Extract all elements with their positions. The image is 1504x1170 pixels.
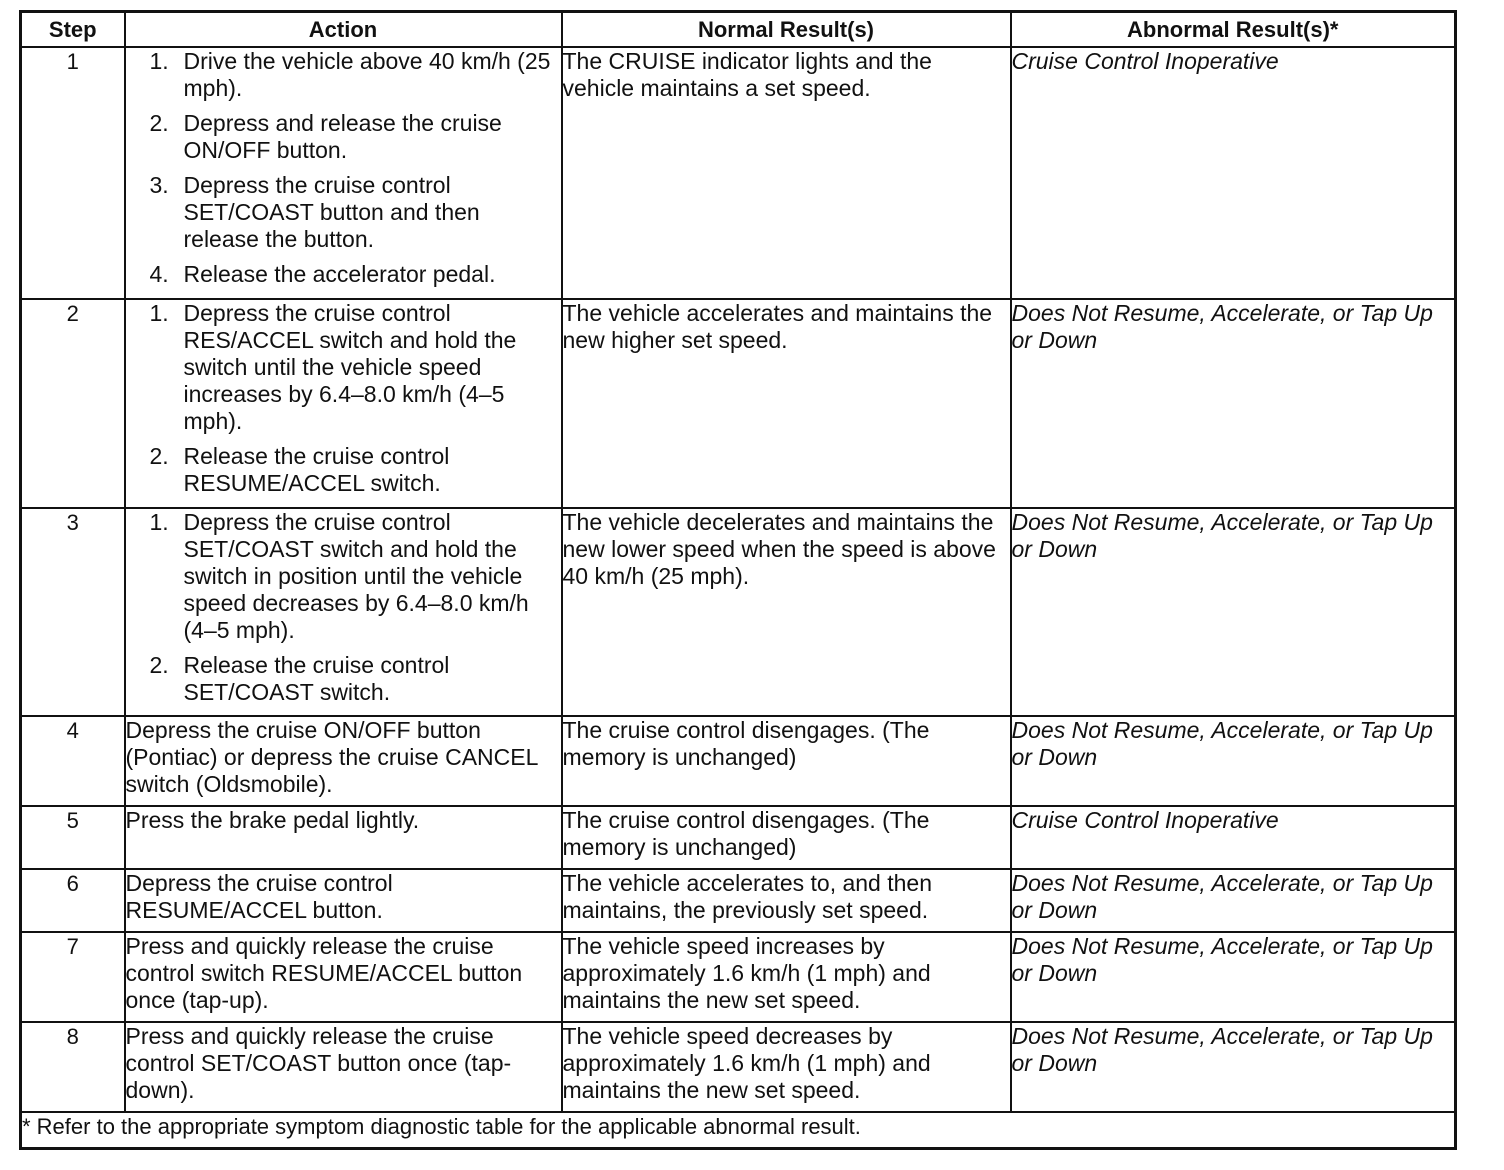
normal-result: The vehicle accelerates to, and then maintains, the previously set speed.: [562, 869, 1011, 932]
step-number: 3: [21, 508, 125, 716]
action-item-text: Depress the cruise control SET/COAST switch and hold the switch in position until the vehicle speed decreases by 6.4–8.0 km/h (4–5 mph).: [183, 508, 529, 643]
action-item-number: 1.: [149, 48, 169, 74]
step-number: 5: [21, 806, 125, 869]
abnormal-result: Does Not Resume, Accelerate, or Tap Up or Down: [1011, 932, 1456, 1022]
abnormal-result: Cruise Control Inoperative: [1011, 806, 1456, 869]
normal-result: The vehicle accelerates and maintains the new higher set speed.: [562, 299, 1011, 507]
action-item: [126, 509, 561, 644]
action-cell: Press and quickly release the cruise control switch RESUME/ACCEL button once (tap-up).: [125, 932, 562, 1022]
table-row: [21, 508, 1456, 716]
action-cell: [125, 508, 562, 716]
header-abnormal-results: Abnormal Result(s)*: [1011, 12, 1456, 48]
normal-result: The vehicle speed decreases by approximately 1.6 km/h (1 mph) and maintains the new set speed.: [562, 1022, 1011, 1112]
action-item-number: 1.: [149, 508, 169, 535]
action-item-number: 2.: [149, 443, 169, 470]
normal-result: The vehicle decelerates and maintains the new lower speed when the speed is above 40 km/h (25 mph).: [562, 508, 1011, 716]
action-item-text: Release the accelerator pedal.: [183, 261, 496, 287]
action-list: [126, 300, 561, 497]
action-item: [126, 300, 561, 435]
table-row: [21, 47, 1456, 299]
action-cell: Depress the cruise ON/OFF button (Pontiac) or depress the cruise CANCEL switch (Oldsmobile).: [125, 716, 562, 806]
table-row: [21, 806, 1456, 869]
action-item: [126, 443, 561, 497]
table-row: [21, 932, 1456, 1022]
footnote-row: [21, 1112, 1456, 1148]
step-number: 8: [21, 1022, 125, 1112]
table-row: [21, 869, 1456, 932]
table-row: [21, 716, 1456, 806]
header-normal-results: Normal Result(s): [562, 12, 1011, 48]
diagnostic-table: [19, 10, 1457, 1150]
abnormal-result: Does Not Resume, Accelerate, or Tap Up or Down: [1011, 508, 1456, 716]
action-item: [126, 261, 561, 288]
action-item-number: 2.: [149, 651, 169, 678]
action-cell: Depress the cruise control RESUME/ACCEL button.: [125, 869, 562, 932]
normal-result: The cruise control disengages. (The memory is unchanged): [562, 806, 1011, 869]
action-item: [126, 110, 561, 164]
step-number: 1: [21, 47, 125, 299]
abnormal-result: Does Not Resume, Accelerate, or Tap Up or Down: [1011, 1022, 1456, 1112]
normal-result: The vehicle speed increases by approximately 1.6 km/h (1 mph) and maintains the new set speed.: [562, 932, 1011, 1022]
action-item: [126, 48, 561, 102]
action-item-text: Depress the cruise control RES/ACCEL switch and hold the switch until the vehicle speed increases by 6.4–8.0 km/h (4–5 mph).: [183, 300, 517, 435]
action-item-text: Drive the vehicle above 40 km/h (25 mph).: [183, 48, 551, 101]
header-action: Action: [125, 12, 562, 48]
step-number: 7: [21, 932, 125, 1022]
action-cell: [125, 299, 562, 507]
step-number: 6: [21, 869, 125, 932]
action-item-number: 4.: [149, 261, 169, 287]
step-number: 4: [21, 716, 125, 806]
action-item-number: 2.: [149, 110, 169, 136]
normal-result: The cruise control disengages. (The memory is unchanged): [562, 716, 1011, 806]
action-list: [126, 48, 561, 288]
abnormal-result: Does Not Resume, Accelerate, or Tap Up or Down: [1011, 869, 1456, 932]
abnormal-result: Does Not Resume, Accelerate, or Tap Up or Down: [1011, 716, 1456, 806]
normal-result: The CRUISE indicator lights and the vehicle maintains a set speed.: [562, 47, 1011, 299]
abnormal-result: Cruise Control Inoperative: [1011, 47, 1456, 299]
footnote: * Refer to the appropriate symptom diagnostic table for the applicable abnormal result.: [21, 1112, 1456, 1148]
action-item-text: Depress the cruise control SET/COAST button and then release the button.: [183, 172, 480, 252]
header-row: [21, 12, 1456, 48]
action-item-text: Release the cruise control SET/COAST switch.: [183, 651, 450, 705]
action-cell: [125, 47, 562, 299]
action-item-number: 3.: [149, 172, 169, 198]
table-row: [21, 299, 1456, 507]
action-list: [126, 509, 561, 706]
header-step: Step: [21, 12, 125, 48]
action-item-number: 1.: [149, 300, 169, 327]
action-item: [126, 172, 561, 253]
step-number: 2: [21, 299, 125, 507]
abnormal-result: Does Not Resume, Accelerate, or Tap Up or Down: [1011, 299, 1456, 507]
action-item-text: Release the cruise control RESUME/ACCEL switch.: [183, 443, 450, 497]
action-cell: Press the brake pedal lightly.: [125, 806, 562, 869]
action-item-text: Depress and release the cruise ON/OFF button.: [183, 110, 502, 163]
action-cell: Press and quickly release the cruise control SET/COAST button once (tap-down).: [125, 1022, 562, 1112]
action-item: [126, 652, 561, 706]
table-row: [21, 1022, 1456, 1112]
